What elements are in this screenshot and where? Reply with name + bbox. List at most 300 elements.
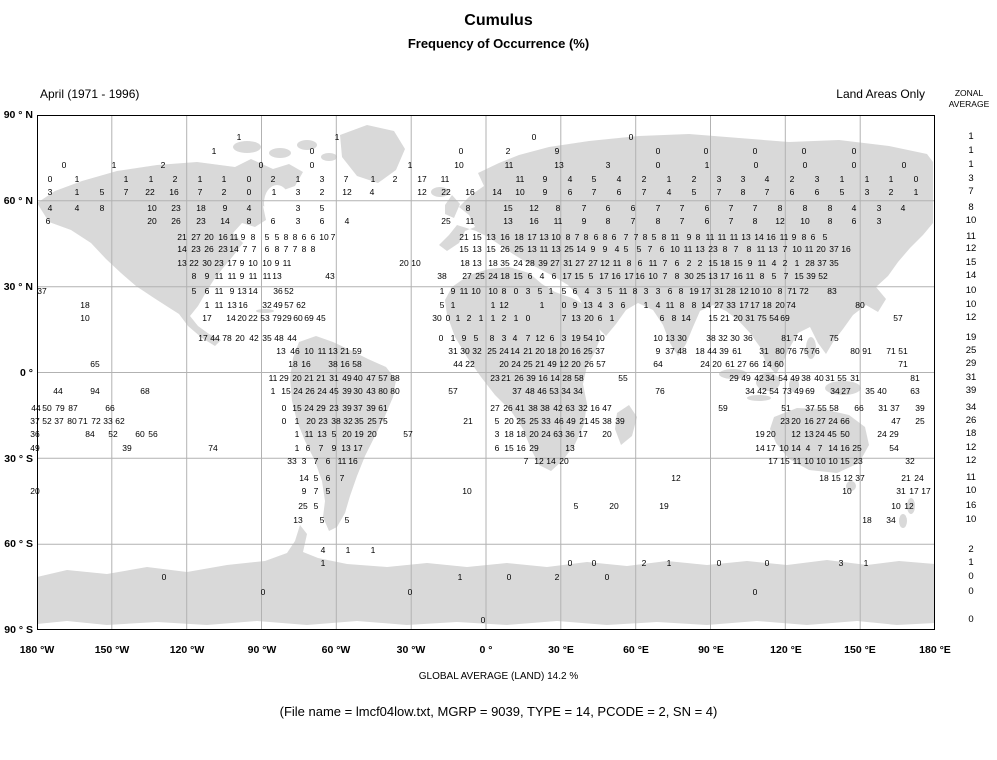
lat-axis-label: 0 ° — [20, 367, 33, 379]
grid-value: 10 — [804, 456, 814, 466]
grid-value: 50 — [840, 429, 850, 439]
grid-value: 12 — [534, 456, 544, 466]
lon-axis-label: 60 °E — [623, 644, 649, 656]
grid-value: 63 — [553, 429, 563, 439]
grid-value: 25 — [441, 216, 451, 226]
grid-value: 12 — [535, 333, 545, 343]
grid-value: 5 — [573, 501, 579, 511]
grid-value: 23 — [329, 403, 339, 413]
grid-value: 7 — [197, 187, 203, 197]
grid-value: 3 — [838, 558, 844, 568]
grid-value: 13 — [551, 244, 561, 254]
grid-value: 30 — [677, 333, 687, 343]
grid-value: 15 — [708, 258, 718, 268]
grid-value: 10 — [262, 258, 272, 268]
grid-value: 48 — [274, 333, 284, 343]
grid-value: 6 — [597, 313, 603, 323]
grid-value: 47 — [891, 416, 901, 426]
grid-value: 10 — [248, 258, 258, 268]
grid-value: 34 — [745, 386, 755, 396]
grid-value: 0 — [655, 160, 661, 170]
grid-value: 11 — [779, 232, 789, 242]
grid-value: 1 — [539, 300, 545, 310]
grid-value: 20 — [712, 359, 722, 369]
grid-value: 14 — [791, 443, 801, 453]
grid-value: 1 — [513, 313, 519, 323]
grid-value: 1 — [295, 174, 301, 184]
grid-value: 44 — [210, 333, 220, 343]
grid-value: 45 — [590, 416, 600, 426]
grid-value: 1 — [864, 174, 870, 184]
grid-value: 1 — [490, 313, 496, 323]
grid-value: 5 — [623, 244, 629, 254]
grid-value: 8 — [678, 286, 684, 296]
grid-value: 17 — [527, 232, 537, 242]
grid-value: 76 — [810, 346, 820, 356]
grid-value: 31 — [896, 486, 906, 496]
grid-value: 13 — [768, 244, 778, 254]
grid-value: 2 — [686, 258, 692, 268]
grid-value: 54 — [778, 373, 788, 383]
grid-value: 69 — [780, 313, 790, 323]
zonal-average-value: 10 — [965, 285, 977, 296]
page-title: Cumulus — [464, 12, 533, 29]
grid-value: 1 — [74, 187, 80, 197]
grid-value: 11 — [214, 300, 224, 310]
lon-axis-label: 30 °W — [396, 644, 426, 656]
grid-value: 9 — [204, 271, 210, 281]
grid-value: 24 — [541, 429, 551, 439]
grid-value: 9 — [542, 187, 548, 197]
grid-value: 10 — [653, 333, 663, 343]
grid-value: 35 — [354, 416, 364, 426]
grid-value: 0 — [801, 146, 807, 156]
grid-value: 6 — [572, 286, 578, 296]
grid-value: 17 — [909, 486, 919, 496]
grid-value: 19 — [755, 429, 765, 439]
grid-value: 0 — [567, 558, 573, 568]
grid-value: 59 — [352, 346, 362, 356]
grid-value: 21 — [579, 416, 589, 426]
grid-value: 21 — [316, 373, 326, 383]
grid-value: 37 — [855, 473, 865, 483]
grid-value: 83 — [827, 286, 837, 296]
arctic-island — [233, 141, 261, 153]
grid-value: 6 — [549, 333, 555, 343]
grid-value: 11 — [227, 271, 237, 281]
grid-value: 14 — [226, 313, 236, 323]
grid-value: 4 — [567, 174, 573, 184]
grid-value: 44 — [287, 333, 297, 343]
grid-value: 27 — [737, 359, 747, 369]
grid-value: 11 — [515, 174, 525, 184]
grid-value: 0 — [161, 572, 167, 582]
grid-value: 10 — [842, 486, 852, 496]
grid-value: 6 — [814, 187, 820, 197]
grid-value: 34 — [765, 373, 775, 383]
grid-value: 13 — [583, 300, 593, 310]
grid-value: 66 — [749, 359, 759, 369]
grid-value: 45 — [316, 313, 326, 323]
grid-value: 14 — [576, 244, 586, 254]
grid-value: 2 — [319, 187, 325, 197]
grid-value: 1 — [609, 313, 615, 323]
grid-value: 0 — [764, 558, 770, 568]
grid-value: 26 — [514, 373, 524, 383]
zonal-average-value: 1 — [968, 145, 974, 156]
grid-value: 34 — [886, 515, 896, 525]
land-areas-label: Land Areas Only — [836, 87, 925, 101]
grid-value: 37 — [829, 244, 839, 254]
grid-value: 20 — [30, 486, 40, 496]
grid-value: 24 — [815, 429, 825, 439]
zonal-average-value: 7 — [968, 186, 974, 197]
grid-value: 0 — [913, 174, 919, 184]
zonal-average-value: 25 — [965, 345, 977, 356]
grid-value: 11 — [248, 271, 258, 281]
grid-value: 2 — [554, 572, 560, 582]
grid-value: 30 — [202, 258, 212, 268]
grid-value: 27 — [714, 300, 724, 310]
grid-value: 18 — [500, 271, 510, 281]
grid-value: 24 — [304, 403, 314, 413]
grid-value: 15 — [840, 456, 850, 466]
grid-value: 15 — [708, 313, 718, 323]
grid-value: 25 — [514, 244, 524, 254]
grid-value: 38 — [801, 373, 811, 383]
grid-value: 0 — [480, 615, 486, 625]
grid-value: 6 — [45, 216, 51, 226]
grid-value: 50 — [42, 403, 52, 413]
grid-value: 57 — [403, 429, 413, 439]
grid-value: 29 — [316, 403, 326, 413]
grid-value: 8 — [626, 258, 632, 268]
zonal-average-value: 0 — [968, 586, 974, 597]
grid-value: 15 — [831, 473, 841, 483]
grid-value: 5 — [691, 187, 697, 197]
lon-axis-label: 90 °W — [247, 644, 277, 656]
grid-value: 26 — [305, 386, 315, 396]
grid-value: 5 — [264, 232, 270, 242]
grid-value: 8 — [695, 232, 701, 242]
grid-value: 8 — [301, 244, 307, 254]
grid-value: 16 — [340, 359, 350, 369]
grid-value: 36 — [743, 333, 753, 343]
grid-value: 72 — [91, 416, 101, 426]
grid-value: 6 — [325, 473, 331, 483]
grid-value: 13 — [486, 232, 496, 242]
grid-value: 27 — [191, 232, 201, 242]
grid-value: 57 — [596, 359, 606, 369]
grid-value: 20 — [766, 429, 776, 439]
grid-value: 5 — [331, 429, 337, 439]
grid-value: 19 — [354, 429, 364, 439]
grid-value: 63 — [565, 403, 575, 413]
grid-value: 71 — [787, 286, 797, 296]
grid-value: 8 — [555, 203, 561, 213]
grid-value: 3 — [740, 174, 746, 184]
grid-value: 6 — [659, 313, 665, 323]
zonal-average-value: 18 — [965, 428, 977, 439]
grid-value: 1 — [913, 187, 919, 197]
grid-value: 13 — [472, 258, 482, 268]
grid-value: 11 — [229, 232, 239, 242]
grid-value: 20 — [204, 232, 214, 242]
grid-value: 17 — [562, 271, 572, 281]
grid-value: 7 — [313, 456, 319, 466]
grid-value: 9 — [274, 258, 280, 268]
grid-value: 11 — [670, 232, 680, 242]
grid-value: 2 — [505, 146, 511, 156]
grid-value: 31 — [825, 373, 835, 383]
grid-value: 23 — [191, 244, 201, 254]
grid-value: 9 — [229, 286, 235, 296]
grid-value: 0 — [561, 300, 567, 310]
grid-value: 7 — [343, 174, 349, 184]
grid-value: 80 — [378, 386, 388, 396]
grid-value: 7 — [251, 244, 257, 254]
zonal-average-value: 12 — [965, 455, 977, 466]
grid-value: 0 — [246, 174, 252, 184]
grid-value: 0 — [851, 146, 857, 156]
grid-value: 10 — [762, 286, 772, 296]
grid-value: 4 — [764, 174, 770, 184]
grid-value: 10 — [411, 258, 421, 268]
grid-value: 4 — [320, 545, 326, 555]
grid-value: 7 — [633, 232, 639, 242]
grid-value: 39 — [366, 403, 376, 413]
grid-value: 21 — [463, 416, 473, 426]
grid-value: 0 — [703, 146, 709, 156]
grid-value: 7 — [591, 187, 597, 197]
grid-value: 8 — [274, 244, 280, 254]
grid-value: 0 — [309, 160, 315, 170]
grid-value: 27 — [816, 416, 826, 426]
grid-value: 43 — [325, 271, 335, 281]
grid-value: 5 — [274, 232, 280, 242]
grid-value: 33 — [541, 416, 551, 426]
grid-value: 17 — [227, 258, 237, 268]
grid-value: 16 — [635, 271, 645, 281]
grid-value: 31 — [563, 258, 573, 268]
grid-value: 7 — [728, 203, 734, 213]
grid-value: 20 — [399, 258, 409, 268]
grid-value: 0 — [525, 313, 531, 323]
grid-value: 63 — [910, 386, 920, 396]
grid-value: 54 — [583, 333, 593, 343]
zonal-average-value: 8 — [968, 202, 974, 213]
grid-value: 65 — [90, 359, 100, 369]
grid-value: 13 — [571, 313, 581, 323]
grid-value: 1 — [294, 416, 300, 426]
grid-value: 17 — [202, 313, 212, 323]
grid-value: 7 — [733, 244, 739, 254]
grid-value: 12 — [499, 300, 509, 310]
grid-value: 1 — [439, 286, 445, 296]
grid-value: 24 — [828, 416, 838, 426]
grid-value: 15 — [780, 456, 790, 466]
grid-value: 2 — [888, 187, 894, 197]
grid-value: 12 — [559, 359, 569, 369]
grid-value: 2 — [782, 258, 788, 268]
zonal-average-value: 10 — [965, 215, 977, 226]
grid-value: 34 — [561, 386, 571, 396]
grid-value: 13 — [341, 443, 351, 453]
grid-value: 22 — [248, 313, 258, 323]
zonal-average-value: 10 — [965, 514, 977, 525]
grid-value: 75 — [378, 416, 388, 426]
grid-value: 8 — [691, 300, 697, 310]
zonal-average-value: 1 — [968, 131, 974, 142]
grid-value: 12 — [600, 258, 610, 268]
grid-value: 0 — [61, 160, 67, 170]
grid-value: 8 — [722, 244, 728, 254]
grid-value: 8 — [746, 244, 752, 254]
grid-value: 13 — [177, 258, 187, 268]
grid-value: 14 — [681, 313, 691, 323]
grid-value: 16 — [571, 346, 581, 356]
grid-value: 5 — [651, 232, 657, 242]
grid-value: 2 — [172, 174, 178, 184]
grid-value: 0 — [47, 174, 53, 184]
grid-value: 11 — [304, 429, 314, 439]
grid-value: 17 — [921, 486, 931, 496]
grid-value: 15 — [503, 203, 513, 213]
grid-value: 38 — [528, 403, 538, 413]
grid-value: 4 — [666, 187, 672, 197]
grid-value: 61 — [725, 359, 735, 369]
grid-value: 13 — [293, 515, 303, 525]
grid-value: 24 — [700, 359, 710, 369]
grid-value: 16 — [590, 403, 600, 413]
grid-value: 7 — [574, 232, 580, 242]
grid-value: 11 — [804, 244, 814, 254]
grid-value: 16 — [841, 244, 851, 254]
grid-value: 20 — [147, 216, 157, 226]
grid-value: 49 — [342, 373, 352, 383]
grid-value: 9 — [554, 146, 560, 156]
grid-value: 21 — [459, 232, 469, 242]
grid-value: 10 — [828, 456, 838, 466]
grid-value: 16 — [611, 271, 621, 281]
grid-value: 18 — [695, 346, 705, 356]
grid-value: 3 — [301, 456, 307, 466]
grid-value: 9 — [331, 443, 337, 453]
grid-value: 0 — [281, 416, 287, 426]
grid-value: 1 — [74, 174, 80, 184]
grid-value: 11 — [214, 286, 224, 296]
grid-value: 60 — [293, 313, 303, 323]
grid-value: 8 — [501, 286, 507, 296]
grid-value: 16 — [733, 271, 743, 281]
grid-value: 4 — [771, 258, 777, 268]
grid-value: 6 — [667, 286, 673, 296]
grid-value: 48 — [677, 346, 687, 356]
grid-value: 13 — [237, 286, 247, 296]
grid-value: 34 — [573, 386, 583, 396]
grid-value: 44 — [707, 346, 717, 356]
grid-value: 7 — [313, 486, 319, 496]
grid-value: 52 — [108, 429, 118, 439]
grid-value: 14 — [755, 443, 765, 453]
grid-value: 81 — [781, 333, 791, 343]
grid-value: 54 — [769, 313, 779, 323]
grid-value: 16 — [804, 416, 814, 426]
grid-value: 8 — [191, 271, 197, 281]
grid-value: 25 — [516, 416, 526, 426]
zonal-average-value: 26 — [965, 415, 977, 426]
grid-value: 54 — [889, 443, 899, 453]
grid-value: 1 — [643, 300, 649, 310]
grid-value: 16 — [840, 443, 850, 453]
grid-value: 13 — [804, 429, 814, 439]
grid-value: 8 — [99, 203, 105, 213]
grid-value: 4 — [74, 203, 80, 213]
grid-value: 7 — [292, 244, 298, 254]
grid-value: 4 — [597, 300, 603, 310]
grid-value: 37 — [805, 403, 815, 413]
grid-value: 9 — [240, 232, 246, 242]
grid-value: 20 — [609, 501, 619, 511]
grid-value: 2 — [641, 174, 647, 184]
grid-value: 1 — [294, 429, 300, 439]
grid-value: 51 — [898, 346, 908, 356]
grid-value: 6 — [270, 216, 276, 226]
grid-value: 23 — [490, 373, 500, 383]
grid-value: 45 — [827, 429, 837, 439]
grid-value: 8 — [827, 216, 833, 226]
grid-value: 78 — [222, 333, 232, 343]
grid-value: 31 — [448, 346, 458, 356]
grid-value: 1 — [123, 174, 129, 184]
lat-axis-label: 90 ° N — [3, 109, 33, 121]
grid-value: 44 — [31, 403, 41, 413]
grid-value: 66 — [105, 403, 115, 413]
grid-value: 11 — [665, 300, 675, 310]
grid-value: 46 — [537, 386, 547, 396]
zonal-average-header — [942, 88, 996, 110]
grid-value: 0 — [628, 132, 634, 142]
grid-value: 94 — [90, 386, 100, 396]
grid-value: 5 — [473, 333, 479, 343]
global-average-label: GLOBAL AVERAGE (LAND) 14.2 % — [418, 671, 579, 682]
grid-value: 14 — [248, 286, 258, 296]
grid-value: 1 — [478, 313, 484, 323]
grid-value: 10 — [670, 244, 680, 254]
grid-value: 7 — [561, 313, 567, 323]
grid-value: 0 — [753, 160, 759, 170]
lon-axis-label: 180 °W — [19, 644, 55, 656]
grid-value: 7 — [716, 187, 722, 197]
grid-value: 0 — [591, 558, 597, 568]
grid-value: 6 — [310, 232, 316, 242]
grid-value: 4 — [805, 443, 811, 453]
grid-value: 15 — [733, 258, 743, 268]
grid-value: 68 — [140, 386, 150, 396]
grid-value: 6 — [851, 216, 857, 226]
grid-value: 8 — [759, 271, 765, 281]
grid-value: 15 — [459, 244, 469, 254]
grid-value: 14 — [492, 187, 502, 197]
grid-value: 7 — [242, 244, 248, 254]
grid-value: 61 — [378, 403, 388, 413]
grid-value: 28 — [805, 258, 815, 268]
grid-value: 2 — [697, 258, 703, 268]
grid-value: 18 — [460, 258, 470, 268]
grid-value: 10 — [147, 203, 157, 213]
grid-value: 6 — [527, 271, 533, 281]
grid-value: 8 — [602, 232, 608, 242]
